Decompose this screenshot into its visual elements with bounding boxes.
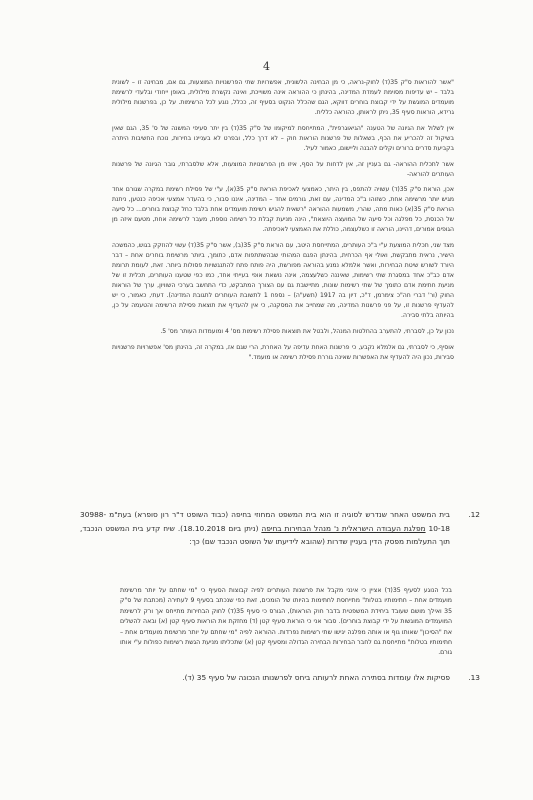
case-citation: מפלגת העבודה הישראלית נ' מנהל הבחירות בחיפה (261, 523, 426, 533)
quote-paragraph: אין לשלול את הגיונה של הטענה "הגיאוגרפית", המתייחסת למיקומו של ס"ק 35(ד) בין יתר סעיפי המשנה של ס' 35, הגם שאין בשיקול זה להכריע את הכף, בשאלות של פרשנות הוראות חוק – לא דרך כלל, ובפרט לא בעניינו בחירות, נוכח החשיבות היתרה בקביעת סדרים ברורים וקלים להבנה וליישום, כאמור לעיל. (112, 125, 454, 152)
quote-paragraph: נכון על כן, לסברתי, להתערב בהחלטות המנהל, ולבטל את תוצאות פסילת רשימות מס' 4 ומועמדות העותר מס' 5. (160, 327, 454, 335)
quote-paragraph: אכן, הוראת ס"ק 35(ד) עשויה להתפס, בין היתר, כאמצעי לאכיפת הוראת ס"ק 35(א), ע"י של פסילת רשימת במקרה שגורם אחד מגיש יותר מרשימה אחת, כשזוהו ב"כ המדינה, עם זאת, גורמים אחד – המדינה, איננו סבור, כי בהעדר אמצעי אכיפה כנטען, ניתנת הוראת ס"ק 35(א) כאות מתה, שהרי, משמעות ההוראה "רשאית להגיש רשימת מועמדים אחת בלבד כחל קבוצת בוחרים... כל סיעה של הכנסת, כל מפלגה וכל סיעה של המועצה היוצאת", הינה מניעת קבלת כל רשימה נוספת, מעבר לרשימה אחת, מטעם איזה מן הגופים אמורים, דהיינו, הוראה זו כשלעצמה, כוללת את האמצעי לאכיפתה. (112, 186, 454, 233)
numbered-paragraph-12 (80, 508, 480, 578)
quoted-ruling (112, 78, 454, 370)
quote-paragraph: אוסיף, כי לסברתי, גם אלמלא נקבע, כי פרשנות האחת עדיפה על האחרת, הרי שגם אז, במקרה זה, בהינתן מס' אפשרויות פרשנויות סבירות, נכון היה להעדיף את האפשרות שאינה גוררת פסילת רשימה או מועמד." (112, 344, 454, 362)
quote-paragraph: אשר לתכלית ההוראה- גם בעניין זה, אין לדחות על הסף, איזו מן הפרשנויות המוצעות, אלא שלסברתי, גובר הגיונה של פרשנות העותרים להוראה- (112, 161, 454, 179)
numbered-paragraph-13 (80, 671, 480, 685)
paragraph-text: פסיקות אלו עומדות בסתירה האחת לרעותה ביחס לפרשנותו הנכונה של סעיף 35 (ד). (182, 672, 450, 682)
paragraph-text: בית המשפט האחר שנדרש לסוגיה זו הוא בית המשפט המחוזי בחיפה (כבוד השופט ד"ר רון סופרא) בעת"מ 30988-10-18 (80, 510, 450, 533)
numbered-paragraphs (80, 508, 480, 684)
paragraph-number: 12. (468, 510, 480, 519)
paragraph-text: (ניתן ביום 18.10.2018). (174, 523, 262, 533)
cited-quote: בכל הנוגע לסעיף 35(ד) אציין כי אינני מקבל את פרשנות העותרים לפיה קבוצות הסעיף כי "מי שחתם על יותר מרשימת מועמדים אחת – חתימותיו בטלות" מתייחסת לחתימות בהיותו של הומכים, זאת כפי שנכתב בסעיף 9 לעתירה (מכתבת של ס"ק 35 ואילך מושם שעובד ביחידת המשפטית בדבר חוק הוראות), הגורס כי סעיף 35(ד) לחוק הבחירות מתייחס אך ורק לרשימת המועמדים המוגשות על ידי קבוצת בוחרים). סבור אני כי הוראת סעיף קטן (ד) מחזקת את הוראות סעיף קטן (א) ובאה להשלים את "הסיכון" שאותו גוף או אותה מפלגה יגישו שתי רשימות נפרדות. ההוראה לפיה "מי שחתם על יותר מרשימת מועמדים אחת – חתימותיו בטלות" מתייחסת גם לחבר הבחירות הבחירה הגדולה ומסעיף קטן (א) שתכליתו מניעת הגשת רשימות כפולות ע"י אותו גורם. (120, 587, 453, 657)
paragraph-number: 13. (468, 672, 480, 682)
quote-paragraph: מצד שני, תכלית המוצעת ע"י ב"כ העותרים, המתייחסת היטב, עם הוראת ס"ק 35(ב), אשר ס"ק 35(ד) עשוי להוזקק בגוש, כהמשכה הישיר, נראית מתבקשת, ואולי אף הכרחית, בהינתן הפגם המהותי שבהשתתפות אדם, כתומך, ביותר מרשימת בוחרים אחת – דבר היורד לשורש שיטת הבחירות, ואשר אלמלא נמנע בהוראה מפורשת, היה פותח פתח להתנגשויות פסולות ביותר. זאת, לעומת תרומת אדם כב"כ אחד במסגרת שתי רשימות, שאיננה כשלעצמה, אינה נושאת אופי בעייתי אחד, כמו כפי שטענו העותרים, תכלית זו של מניעת חתימת אדם כתומך של שתי רשימות שונות, מתיישבת גם עם הצורך המתבקש, כדי התחשב בערכי השוויון, ערך של הוראות החוק (ור' דברי חה"כ צימרמן, ד"כ, דיון בה 1917 (תשע"ה) – נספח 1 לתשובת העותרים לתגובת המדינה). דעתי, כאמור, כי יש להעדיף פרשנות זו, על פני פרשנות המדינה, מה שמחייב את המסקנה, כי אין להעדיף את תוצאת פסילת הרשימה והטעמה על כן, בהיותה בלתי סבירה. (112, 242, 455, 319)
page-number: 4 (263, 60, 270, 73)
paragraph-text: שיח קדע בית המשפט הנכבד, תוך התעלמות מפסק הדין בעניין שדרות (שהובא לידיעתו של השופט הנכבד שם) כך: (80, 523, 450, 546)
quote-paragraph: "אשר להוראות ס"ק 35(ד) לחוק-נראה, כי מן הבחינה הלשונית, אפשרויות שתי הפרשנויות המוצעות, גם אם, מבחינה זו – לשונית בלבד – יש עדיפות מסוימת לעמדת המדינה, בהינתן כי ההוראה אינה משוייכת, ואינה נקשרת מילולית, באופן ייחודי ובלעדי לרשימת מועמדים המוגשת על ידי קבוצת בוחרים דווקא, הגם שהכלל הנקוט בסעיף זה, ככלל, נוגע לכל הרשימות. על כן, בפרשנות מילולית גרידא, הוראות סעיף 35, ניתן לראותן, כהוראה כללית. (112, 79, 454, 116)
